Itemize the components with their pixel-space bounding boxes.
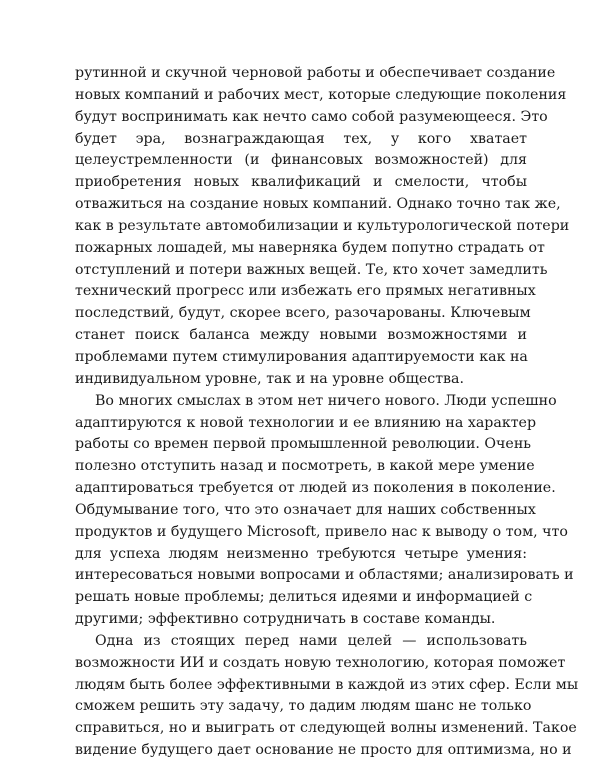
text-line: для успеха людям неизменно требуются четыре умения: xyxy=(75,545,527,562)
text-line: адаптироваться требуется от людей из поколения в поколение. xyxy=(75,480,556,497)
text-line: последствий, будут, скорее всего, разочарованы. Ключевым xyxy=(75,305,531,322)
text-line: людям быть более эффективными в каждой из этих сфер. Если мы xyxy=(75,676,579,693)
text-line: решать новые проблемы; делиться идеями и информацией с xyxy=(75,589,533,606)
text-line: отступлений и потери важных вещей. Те, кто хочет замедлить xyxy=(75,261,548,278)
text-line: сможем решить эту задачу, то дадим людям шанс не только xyxy=(75,698,532,715)
text-line: проблемами путем стимулирования адаптируемости как на xyxy=(75,348,528,365)
text-line: продуктов и будущего Microsoft, привело нас к выводу о том, что xyxy=(75,523,568,540)
text-line: адаптируются к новой технологии и ее влиянию на характер xyxy=(75,414,537,431)
text-line: Одна из стоящих перед нами целей — использовать xyxy=(95,632,527,649)
text-line: будет эра, вознаграждающая тех, у кого хватает xyxy=(75,130,527,147)
text-line: Обдумывание того, что это означает для наших собственных xyxy=(75,501,536,518)
text-line: справиться, но и выиграть от следующей волны изменений. Такое xyxy=(75,720,577,737)
text-line: видение будущего дает основание не просто для оптимизма, но и xyxy=(75,742,572,759)
text-line: возможности ИИ и создать новую технологию, которая поможет xyxy=(75,654,566,671)
text-line: интересоваться новыми вопросами и областями; анализировать и xyxy=(75,567,574,584)
text-line: работы со времен первой промышленной революции. Очень xyxy=(75,436,532,453)
text-line: отважиться на создание новых компаний. Однако точно так же, xyxy=(75,196,561,213)
document-page xyxy=(75,63,579,762)
text-line: станет поиск баланса между новыми возможностями и xyxy=(75,327,527,344)
text-line: как в результате автомобилизации и культурологической потери xyxy=(75,217,570,234)
text-line: полезно отступить назад и посмотреть, в какой мере умение xyxy=(75,458,535,475)
text-line: целеустремленности (и финансовых возможностей) для xyxy=(75,152,527,169)
text-line: приобретения новых квалификаций и смелости, чтобы xyxy=(75,174,527,191)
paragraph xyxy=(75,631,579,762)
text-line: пожарных лошадей, мы наверняка будем попутно страдать от xyxy=(75,239,545,256)
text-line: другими; эффективно сотрудничать в составе команды. xyxy=(75,611,496,628)
text-line: рутинной и скучной черновой работы и обеспечивает создание xyxy=(75,65,556,81)
text-line: Во многих смыслах в этом нет ничего нового. Люди успешно xyxy=(95,392,557,409)
text-line: будут воспринимать как нечто само собой разумеющееся. Это xyxy=(75,108,548,125)
paragraph xyxy=(75,63,570,391)
paragraph xyxy=(75,391,574,631)
text-line: индивидуальном уровне, так и на уровне общества. xyxy=(75,370,465,387)
text-line: технический прогресс или избежать его прямых негативных xyxy=(75,283,536,300)
text-line: новых компаний и рабочих мест, которые следующие поколения xyxy=(75,86,567,103)
